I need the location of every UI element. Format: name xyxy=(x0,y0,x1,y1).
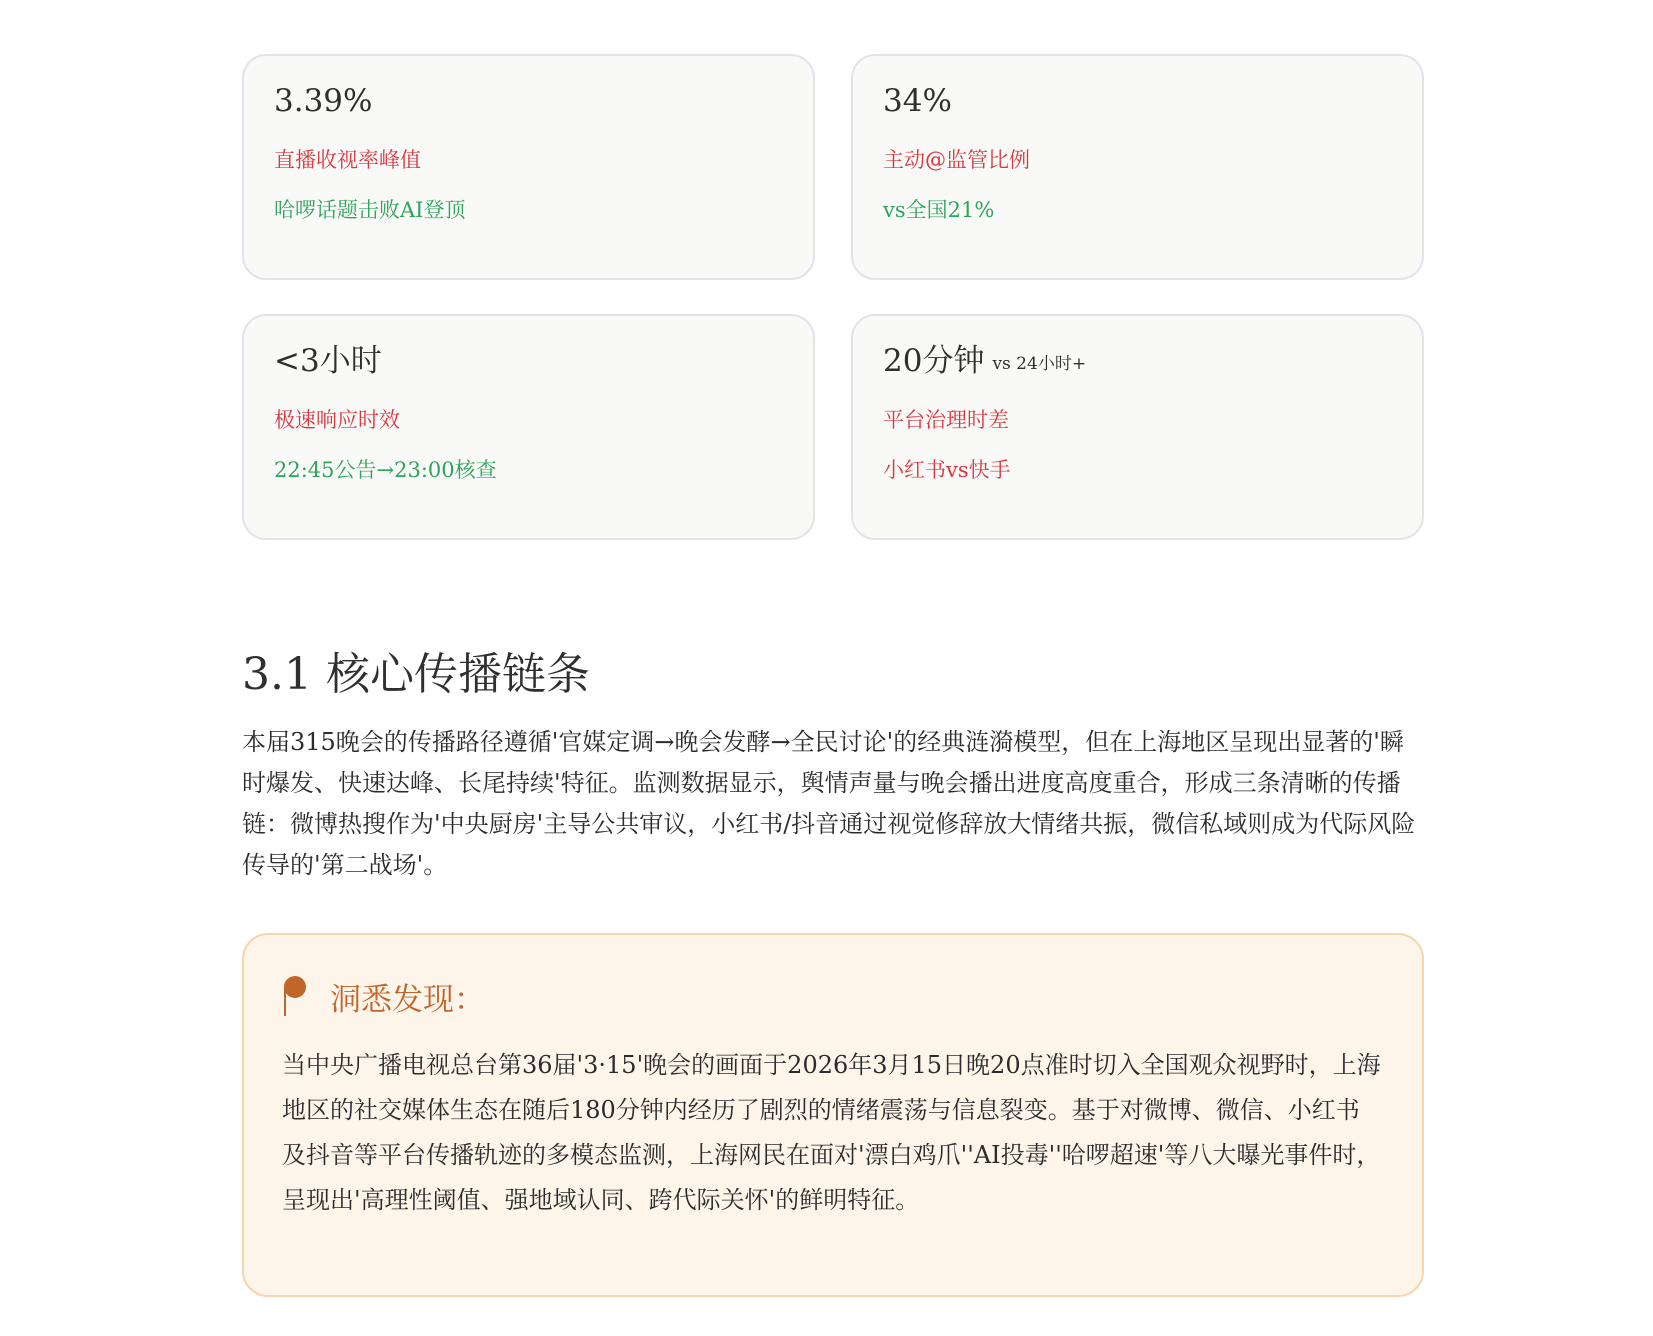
stat-label: 直播收视率峰值 xyxy=(274,148,421,172)
stat-label: 平台治理时差 xyxy=(883,408,1009,432)
section-body: 本届315晚会的传播路径遵循'官媒定调→晚会发酵→全民讨论'的经典涟漪模型，但在上海地区呈现出显著的'瞬时爆发、快速达峰、长尾持续'特征。监测数据显示，舆情声量与晚会播出进度高度重合，形成三条清晰的传播链：微博热搜作为'中央厨房'主导公共审议，小红书/抖音通过视觉修辞放大情绪共振，微信私域则成为代际风险传导的'第二战场'。 xyxy=(242,728,1416,879)
stat-note: 哈啰话题击败AI登顶 xyxy=(274,198,466,222)
stat-cards xyxy=(242,54,1424,540)
insight-callout xyxy=(242,933,1424,1297)
stat-value: <3小时 xyxy=(274,343,382,379)
stat-value: 34% xyxy=(883,83,952,119)
stat-value: 3.39% xyxy=(274,83,373,119)
stat-note: vs全国21% xyxy=(883,198,995,222)
stat-card-regulator-mentions xyxy=(851,54,1424,280)
stat-value: 20分钟 vs 24小时+ xyxy=(883,343,1087,379)
stat-card-response-time xyxy=(242,314,815,540)
stat-card-governance-gap xyxy=(851,314,1424,540)
stat-note: 小红书vs快手 xyxy=(883,458,1011,482)
insight-title: 洞悉发现： xyxy=(330,981,485,1018)
pin-icon xyxy=(282,974,308,1018)
stat-value-sub: vs 24小时+ xyxy=(992,354,1087,374)
section-title: 3.1 核心传播链条 xyxy=(242,649,590,700)
stat-label: 主动@监管比例 xyxy=(883,148,1030,172)
stat-card-viewership xyxy=(242,54,815,280)
stat-note: 22:45公告→23:00核查 xyxy=(274,458,497,482)
insight-text: 当中央广播电视总台第36届'3·15'晚会的画面于2026年3月15日晚20点准时切入全国观众视野时，上海地区的社交媒体生态在随后180分钟内经历了剧烈的情绪震荡与信息裂变。基于对微博、微信、小红书及抖音等平台传播轨迹的多模态监测，上海网民在面对'漂白鸡爪''AI投毒''哈啰超速'等八大曝光事件时，呈现出'高理性阈值、强地域认同、跨代际关怀'的鲜明特征。 xyxy=(282,1051,1381,1214)
stat-label: 极速响应时效 xyxy=(274,408,400,432)
insight-header xyxy=(282,971,1382,1021)
